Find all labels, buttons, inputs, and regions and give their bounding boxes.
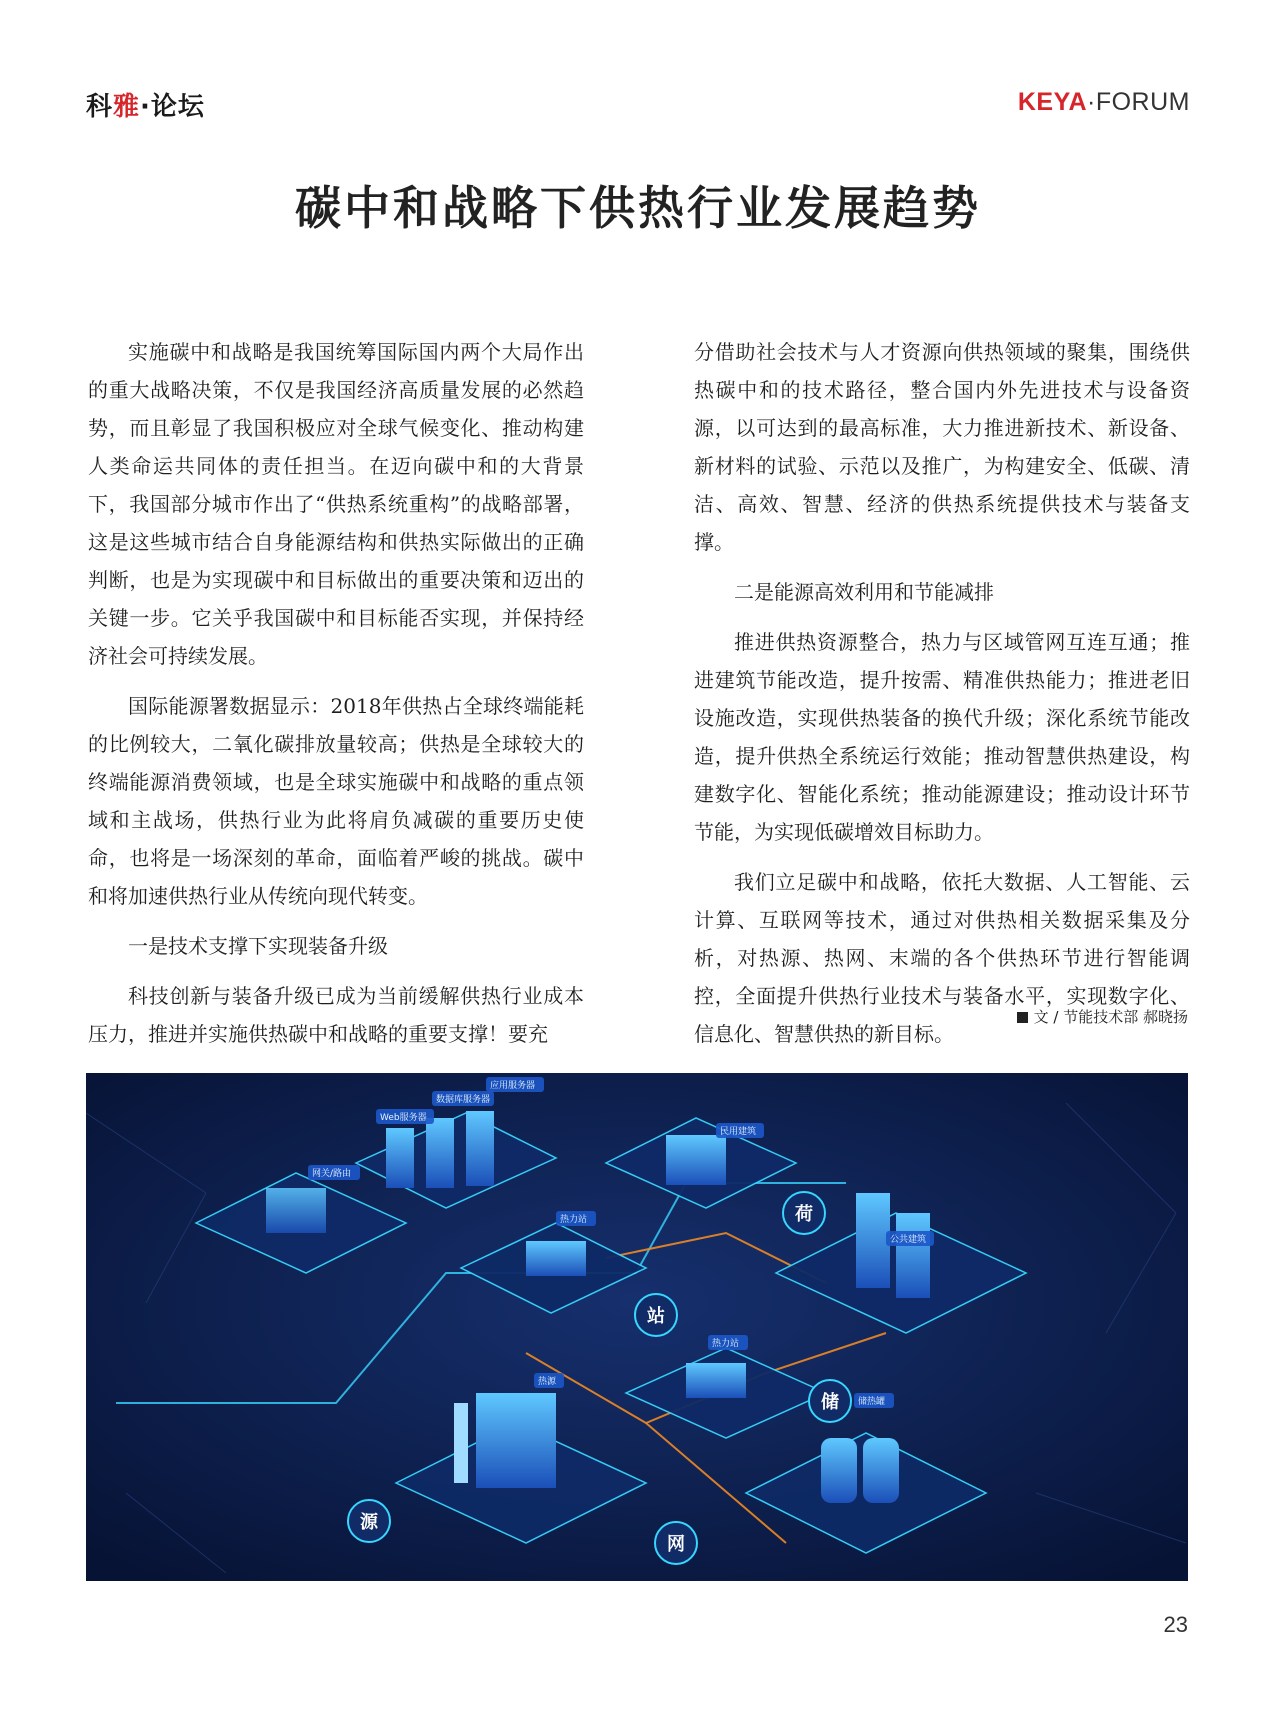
office-tower xyxy=(896,1213,930,1298)
magazine-brand-english xyxy=(1018,88,1190,117)
tag-storage-tank: 储热罐 xyxy=(858,1397,886,1407)
magazine-section-label xyxy=(86,86,205,123)
section-heading: 一是技术支撑下实现装备升级 xyxy=(128,934,388,958)
heat-station-building xyxy=(686,1363,746,1398)
paragraph-continued: 分借助社会技术与人才资源向供热领域的聚集，围绕供热碳中和的技术路径，整合国内外先进技术与设备资源，以可达到的最高标准，大力推进新技术、新设备、新材料的试验、示范以及推广，为构建安全、低碳、清洁、高效、智慧、经济的供热系统提供技术与装备支撑。 xyxy=(694,340,1190,554)
storage-tank xyxy=(821,1438,857,1503)
illustration-svg xyxy=(86,1073,1188,1581)
node-label-chu: 储 xyxy=(821,1392,839,1413)
node-label-yuan: 源 xyxy=(360,1512,378,1533)
data-center-block xyxy=(266,1188,326,1233)
tag-heat-station-2: 热力站 xyxy=(712,1339,740,1349)
server-rack xyxy=(426,1118,454,1188)
storage-tank xyxy=(863,1438,899,1503)
paragraph: 科技创新与装备升级已成为当前缓解供热行业成本压力，推进并实施供热碳中和战略的重要支撑！要充 xyxy=(88,984,584,1046)
paragraph: 实施碳中和战略是我国统筹国际国内两个大局作出的重大战略决策，不仅是我国经济高质量发展的必然趋势，而且彰显了我国积极应对全球气候变化、推动构建人类命运共同体的责任担当。在迈向碳中和的大背景下，我国部分城市作出了“供热系统重构”的战略部署，这是这些城市结合自身能源结构和供热实际做出的正确判断，也是为实现碳中和目标做出的重要决策和迈出的关键一步。它关乎我国碳中和目标能否实现，并保持经济社会可持续发展。 xyxy=(88,340,584,668)
tag-heat-station-1: 热力站 xyxy=(560,1215,588,1225)
node-label-zhan: 站 xyxy=(647,1306,665,1327)
residential-building xyxy=(666,1135,726,1185)
tag-app-server: 应用服务器 xyxy=(490,1081,536,1091)
brand-ke: 科 xyxy=(86,92,114,122)
paragraph: 国际能源署数据显示：2018年供热占全球终端能耗的比例较大，二氧化碳排放量较高；供热是全球较大的终端能源消费领域，也是全球实施碳中和战略的重点领域和主战场，供热行业为此将肩负减碳的重要历史使命，也将是一场深刻的革命，面临着严峻的挑战。碳中和将加速供热行业从传统向现代转变。 xyxy=(88,694,584,908)
smart-heating-illustration xyxy=(86,1073,1188,1581)
right-column xyxy=(694,333,1190,1065)
article-title: 碳中和战略下供热行业发展趋势 xyxy=(295,181,981,235)
heat-source-plant xyxy=(476,1393,556,1488)
node-label-wang: 网 xyxy=(667,1534,685,1555)
tag-db-server: 数据库服务器 xyxy=(436,1095,491,1105)
server-rack xyxy=(466,1111,494,1186)
heat-station-building xyxy=(526,1241,586,1276)
left-column xyxy=(88,333,584,1065)
paragraph: 推进供热资源整合，热力与区域管网互连互通；推进建筑节能改造，提升按需、精准供热能力；推进老旧设施改造，实现供热装备的换代升级；深化系统节能改造，提升供热全系统运行效能；推动智慧供热建设，构建数字化、智能化系统；推动能源建设；推动设计环节节能，为实现低碳增效目标助力。 xyxy=(694,630,1190,844)
tag-web-server: Web服务器 xyxy=(380,1113,427,1123)
tag-residential: 民用建筑 xyxy=(720,1127,757,1137)
section-forum: ·论坛 xyxy=(140,92,205,122)
square-bullet-icon xyxy=(1017,1012,1028,1023)
brand-ya: 雅 xyxy=(113,92,141,122)
server-rack xyxy=(386,1128,414,1188)
tag-public-building: 公共建筑 xyxy=(890,1235,927,1245)
paragraph: 我们立足碳中和战略，依托大数据、人工智能、云计算、互联网等技术，通过对供热相关数据采集及分析，对热源、热网、末端的各个供热环节进行智能调控，全面提升供热行业技术与装备水平，实现数字化、信息化、智慧供热的新目标。 xyxy=(694,870,1190,1046)
section-heading: 二是能源高效利用和节能减排 xyxy=(734,580,994,604)
chimney xyxy=(454,1403,468,1483)
node-label-he: 荷 xyxy=(795,1204,813,1225)
tag-heat-source: 热源 xyxy=(538,1377,557,1387)
tag-gateway: 网关/路由 xyxy=(312,1169,352,1179)
brand-keya: KEYA xyxy=(1017,88,1088,116)
brand-forum: ·FORUM xyxy=(1087,88,1190,116)
author-byline xyxy=(1017,1006,1188,1027)
page-number: 23 xyxy=(1163,1612,1188,1637)
office-tower xyxy=(856,1193,890,1288)
author-text: 文 / 节能技术部 郝晓扬 xyxy=(1033,1008,1188,1026)
